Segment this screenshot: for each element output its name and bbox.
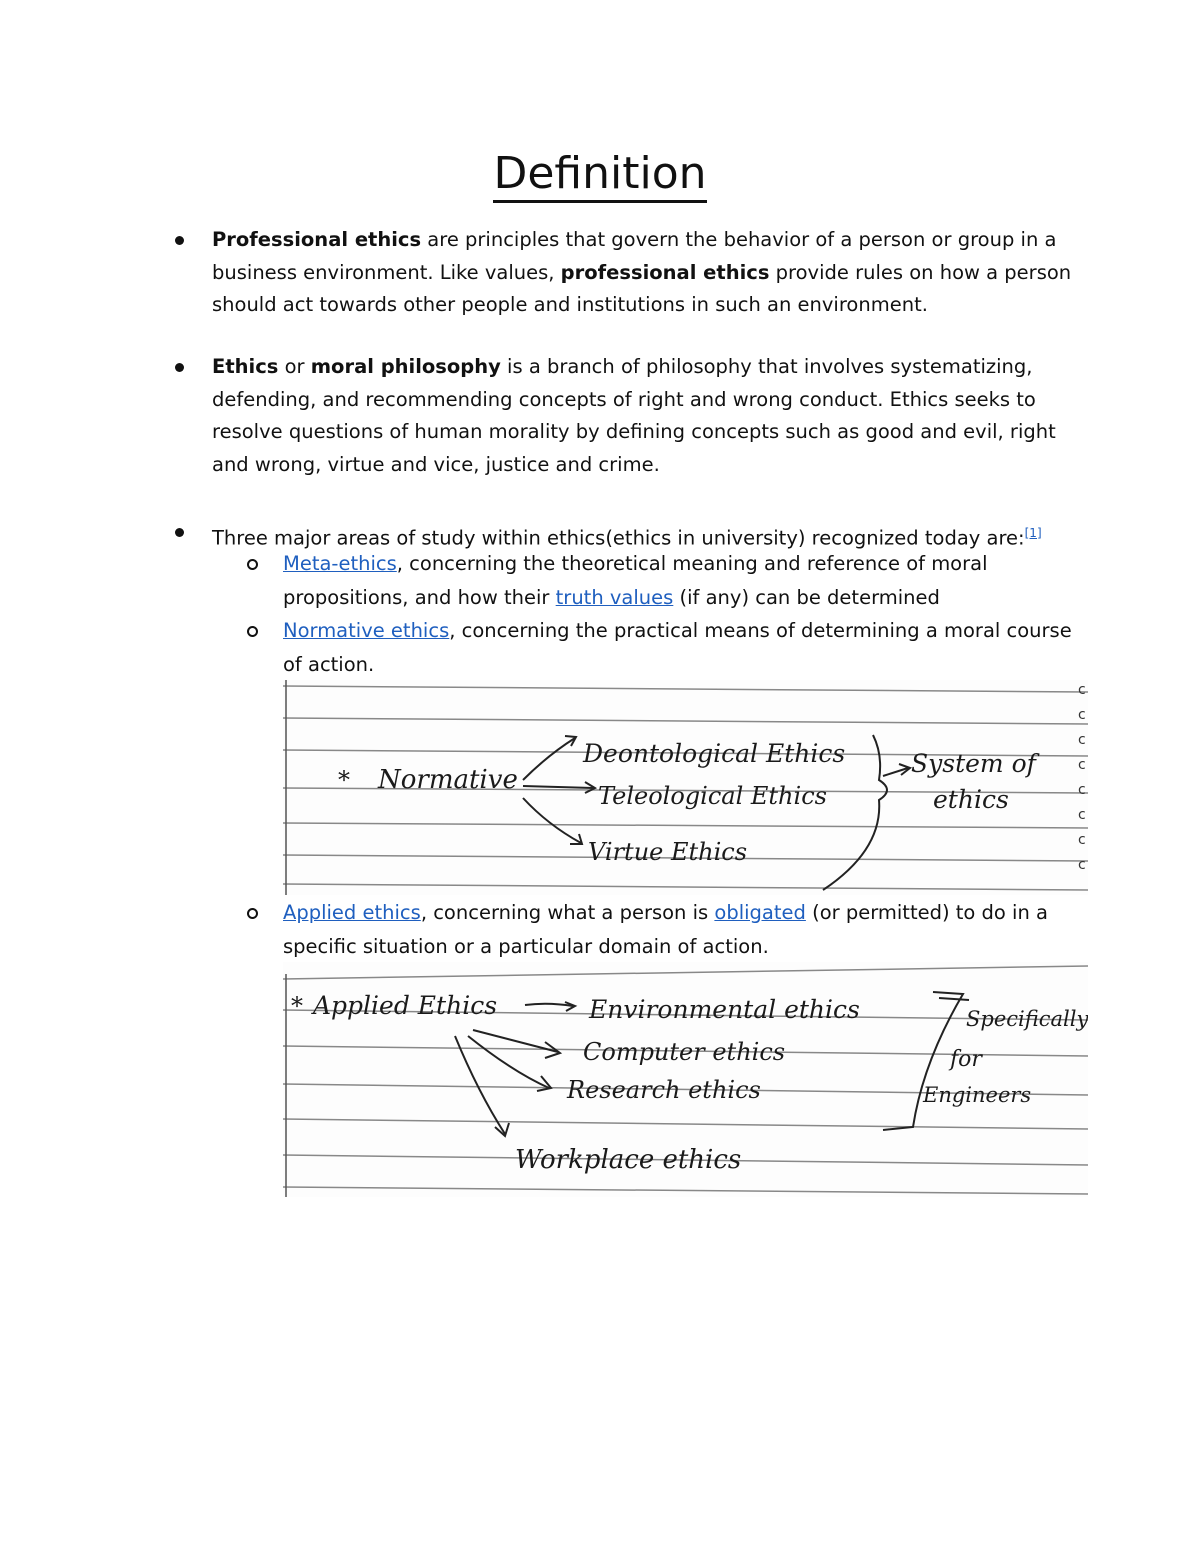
sub-bullet-circle <box>247 908 258 919</box>
bullet-dot <box>175 236 184 245</box>
note-branch: Research ethics <box>567 1076 761 1104</box>
note-branch: Deontological Ethics <box>583 739 846 768</box>
note-result: System of <box>911 749 1036 778</box>
svg-text:c: c <box>1078 832 1086 848</box>
paragraph-ethics <box>212 351 1072 481</box>
bullet-dot <box>175 528 184 537</box>
obligated-link[interactable]: obligated <box>714 901 806 924</box>
note-root-applied: Applied Ethics <box>313 991 498 1020</box>
sub-item-applied-ethics <box>283 896 1073 963</box>
text-run: are principles that govern the behavior of a person or group in a business environment. Like values, <box>212 228 1057 284</box>
text-run: , concerning the theoretical meaning and reference of moral propositions, and how their <box>283 552 988 609</box>
note-result: Engineers <box>923 1083 1032 1107</box>
bullet-dot <box>175 363 184 372</box>
svg-text:c: c <box>1078 782 1086 798</box>
applied-diagram-text <box>283 962 1088 1197</box>
sub-item-normative-ethics <box>283 614 1073 681</box>
svg-text:c: c <box>1078 707 1086 723</box>
handwritten-note-normative <box>283 680 1088 895</box>
note-branch: Workplace ethics <box>515 1145 742 1175</box>
note-branch: Virtue Ethics <box>588 838 748 866</box>
text-run: , concerning what a person is <box>420 901 715 924</box>
note-result: Specifically <box>966 1007 1088 1031</box>
normative-diagram-text <box>283 680 1088 895</box>
page-title: Definition <box>0 146 1200 202</box>
note-root-normative: Normative <box>378 765 518 795</box>
text-run: or <box>278 355 311 378</box>
sub-bullet-circle <box>247 559 258 570</box>
svg-text:c: c <box>1078 682 1086 698</box>
note-branch: Teleological Ethics <box>598 782 827 810</box>
paragraph-professional-ethics <box>212 224 1072 322</box>
text-run: is a branch of philosophy that involves systematizing, defending, and recommending concepts of right and wrong conduct. Ethics seeks to resolve questions of human morality by defining concepts such as good and evil, right and wrong, virtue and vice, justice and crime. <box>212 355 1056 476</box>
meta-ethics-link[interactable]: Meta-ethics <box>283 552 397 575</box>
normative-ethics-link[interactable]: Normative ethics <box>283 619 450 642</box>
text-run: (if any) can be determined <box>673 585 940 609</box>
note-result: for <box>950 1047 982 1072</box>
sub-bullet-circle <box>247 626 258 637</box>
note-branch: Environmental ethics <box>589 995 860 1024</box>
text-run: Three major areas of study within ethics(ethics in university) recognized today are: <box>212 526 1025 550</box>
handwritten-note-applied <box>283 962 1088 1197</box>
text-run: (or permitted) to do in a specific situation or a particular domain of action. <box>283 901 1048 958</box>
svg-text:c: c <box>1078 807 1086 823</box>
reference-link[interactable]: [1] <box>1024 526 1042 540</box>
note-result: ethics <box>933 785 1009 814</box>
term-bold: moral philosophy <box>310 355 501 378</box>
svg-text:c: c <box>1078 732 1086 748</box>
term-bold: professional ethics <box>560 260 770 284</box>
truth-values-link[interactable]: truth values <box>555 585 674 609</box>
note-star: * <box>291 992 303 1020</box>
sub-item-meta-ethics <box>283 547 1073 614</box>
term-bold: Professional ethics <box>212 228 422 251</box>
svg-text:c: c <box>1078 857 1086 873</box>
applied-ethics-link[interactable]: Applied ethics <box>283 901 421 924</box>
note-branch: Computer ethics <box>583 1038 786 1066</box>
text-run: provide rules on how a person should act towards other people and institutions in such an environment. <box>212 260 1072 316</box>
note-star: * <box>338 766 350 794</box>
text-run: , concerning the practical means of determining a moral course of action. <box>283 619 1072 676</box>
term-bold: Ethics <box>212 355 279 378</box>
svg-text:c: c <box>1078 757 1086 773</box>
